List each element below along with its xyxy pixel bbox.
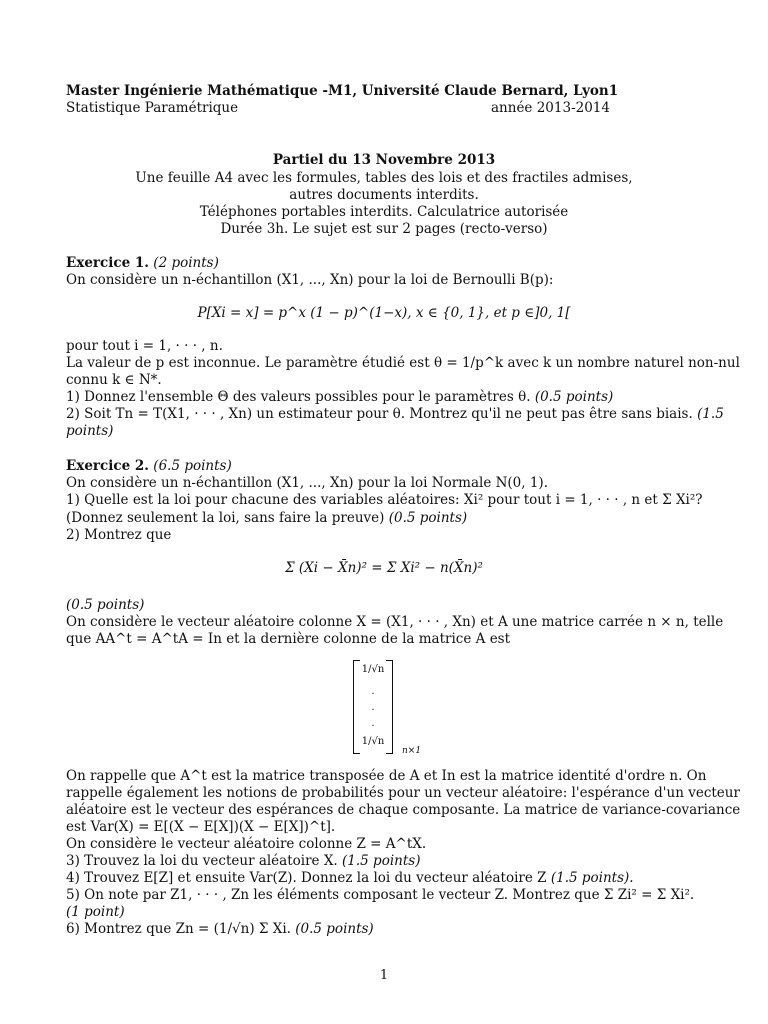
matrix-dot-3: . (371, 718, 375, 729)
ex2-recall-5: On considère le vecteur aléatoire colonne Z = A^tX. (66, 836, 427, 852)
exam-rule-2: autres documents interdits. (289, 187, 479, 203)
header-title: Master Ingénierie Mathématique -M1, Université Claude Bernard, Lyon1 (66, 83, 619, 99)
ex2-q1: 1) Quelle est la loi pour chacune des variables aléatoires: Xi² pour tout i = 1, · · · , n et Σ Xi²? (66, 492, 703, 508)
ex1-q1: 1) Donnez l'ensemble Θ des valeurs possibles pour le paramètres θ. (66, 389, 531, 405)
exam-rule-1: Une feuille A4 avec les formules, tables des lois et des fractiles admises, (135, 170, 633, 186)
ex1-formula: P[Xi = x] = p^x (1 − p)^(1−x), x ∈ {0, 1}, et p ∈]0, 1[ (197, 305, 571, 321)
ex1-q1-row (66, 389, 613, 406)
exam-title: Partiel du 13 Novembre 2013 (272, 152, 496, 168)
ex1-heading-row (66, 255, 219, 272)
last-column-matrix (353, 660, 393, 752)
ex1-q2-row (66, 406, 724, 423)
ex1-line-2: La valeur de p est inconnue. Le paramètre étudié est θ = 1/p^k avec k un nombre naturel non-nul (66, 355, 740, 371)
ex1-points: (2 points) (153, 255, 219, 271)
ex1-q2-points-b: points) (66, 423, 114, 439)
ex1-heading: Exercice 1. (66, 255, 149, 271)
matrix-dot-1: . (371, 686, 375, 697)
ex2-recall-4: est Var(X) = E[(X − E[X])(X − E[X])^t]. (66, 819, 336, 835)
ex2-recall-1: On rappelle que A^t est la matrice transposée de A et In est la matrice identité d'ordre n. On (66, 768, 707, 784)
matrix-dimension: n×1 (402, 746, 422, 756)
ex2-q2: 2) Montrez que (66, 527, 172, 543)
ex2-recall-2: rappelle également les notions de probabilités pour un vecteur aléatoire: l'espérance d'un vecteur (66, 785, 740, 801)
ex2-q1b: (Donnez seulement la loi, sans faire la preuve) (66, 510, 385, 526)
ex2-q3-points: (1.5 points) (342, 853, 421, 869)
ex2-q6: 6) Montrez que Zn = (1/√n) Σ Xi. (66, 921, 291, 937)
matrix-left-bracket (353, 660, 360, 754)
ex2-intro: On considère un n-échantillon (X1, ..., Xn) pour la loi Normale N(0, 1). (66, 475, 548, 491)
ex1-line-3: connu k ∈ N*. (66, 372, 162, 388)
ex1-q1-points: (0.5 points) (534, 389, 614, 405)
page-number: 1 (379, 968, 389, 983)
ex2-q1b-row (66, 510, 467, 527)
ex2-recall-3: aléatoire est le vecteur des espérances de chaque composante. La matrice de variance-covariance (66, 802, 741, 818)
ex2-q1b-points: (0.5 points) (388, 510, 468, 526)
ex2-heading-row (66, 458, 232, 475)
exam-rule-4: Durée 3h. Le sujet est sur 2 pages (recto-verso) (220, 221, 548, 237)
ex2-q3-row (66, 853, 420, 870)
ex1-q2-points-a: (1.5 (697, 406, 724, 422)
ex2-vec-line-2: que AA^t = A^tA = In et la dernière colonne de la matrice A est (66, 631, 511, 647)
ex2-heading: Exercice 2. (66, 458, 149, 474)
ex2-q6-row (66, 921, 374, 938)
academic-year: année 2013-2014 (491, 100, 610, 116)
matrix-bottom-entry: 1/√n (361, 736, 385, 747)
ex2-q4: 4) Trouvez E[Z] et ensuite Var(Z). Donnez la loi du vecteur aléatoire Z (66, 870, 547, 886)
ex1-q2: 2) Soit Tn = T(X1, · · · , Xn) un estimateur pour θ. Montrez qu'il ne peut pas être sans biais. (66, 406, 693, 422)
ex2-formula-2: Σ (Xi − X̄n)² = Σ Xi² − n(X̄n)² (285, 560, 483, 576)
ex2-points: (6.5 points) (153, 458, 232, 474)
ex2-q3: 3) Trouvez la loi du vecteur aléatoire X. (66, 853, 338, 869)
ex1-line-1: pour tout i = 1, · · · , n. (66, 338, 223, 354)
ex2-vec-line-1: On considère le vecteur aléatoire colonne X = (X1, · · · , Xn) et A une matrice carrée n × n, telle (66, 614, 724, 630)
ex1-intro: On considère un n-échantillon (X1, ..., Xn) pour la loi de Bernoulli B(p): (66, 272, 554, 288)
ex2-q4-points: (1.5 points). (550, 870, 634, 886)
course-name: Statistique Paramétrique (66, 100, 239, 116)
ex2-q2-points: (0.5 points) (66, 597, 145, 613)
ex2-q5: 5) On note par Z1, · · · , Zn les éléments composant le vecteur Z. Montrez que Σ Zi² = Σ Xi². (66, 887, 695, 903)
matrix-dot-2: . (371, 702, 375, 713)
matrix-right-bracket (386, 660, 393, 754)
ex2-q4-row (66, 870, 634, 887)
ex2-q5-points: (1 point) (66, 904, 125, 920)
ex2-q6-points: (0.5 points) (295, 921, 374, 937)
exam-rule-3: Téléphones portables interdits. Calculatrice autorisée (199, 204, 569, 220)
matrix-top-entry: 1/√n (361, 664, 385, 675)
